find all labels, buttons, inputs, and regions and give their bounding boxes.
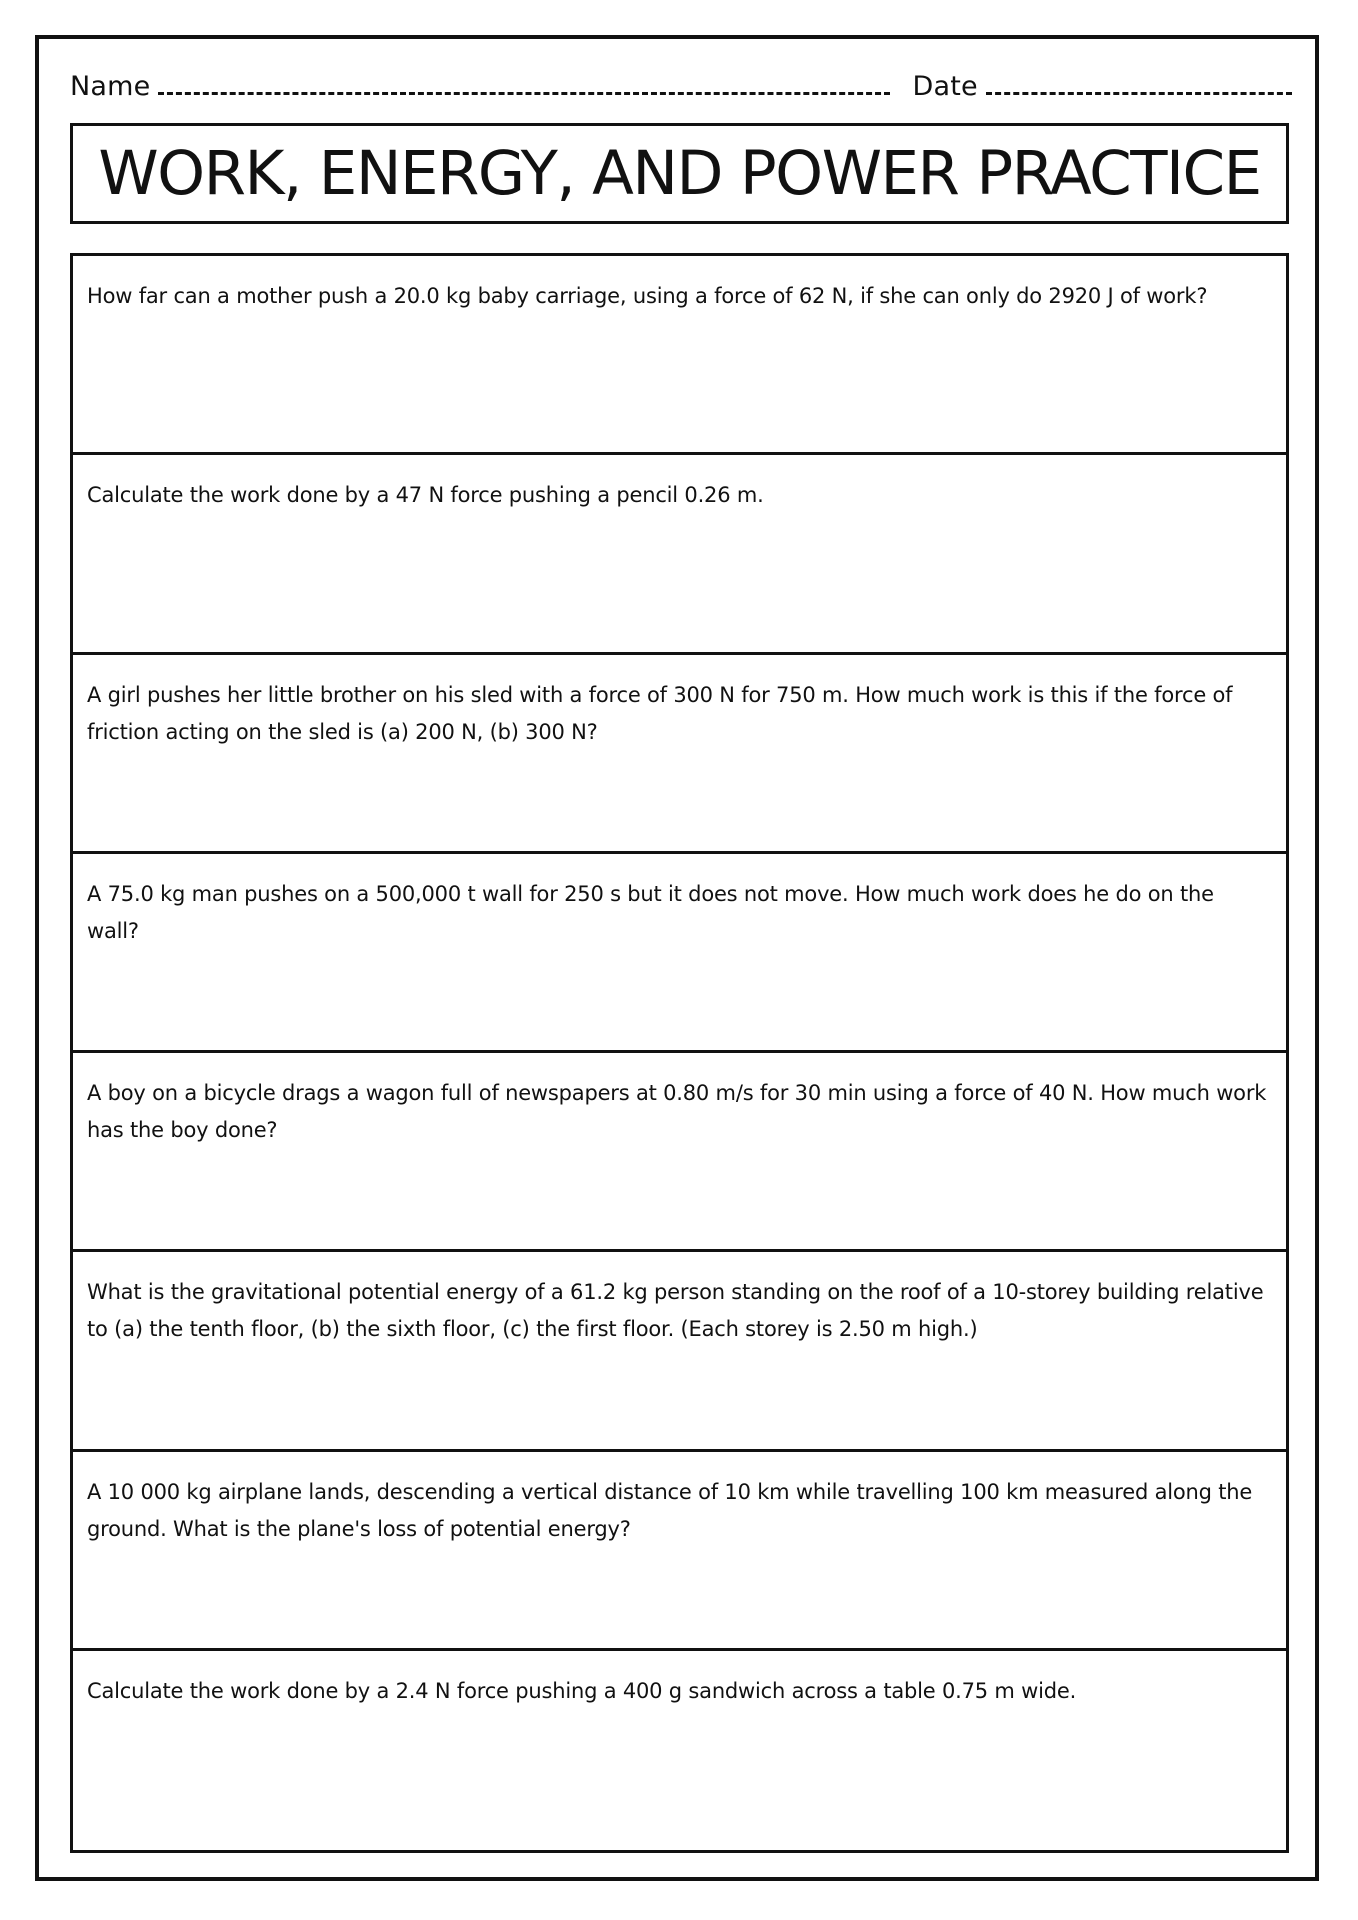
question-cell[interactable]: [73, 455, 1286, 654]
question-text: How far can a mother push a 20.0 kg baby carriage, using a force of 62 N, if she can only do 2920 J of work?: [87, 284, 1208, 308]
worksheet-title: WORK, ENERGY, AND POWER PRACTICE: [98, 138, 1261, 209]
name-date-row: [70, 68, 1292, 108]
question-cell[interactable]: [73, 1651, 1286, 1850]
question-cell[interactable]: [73, 256, 1286, 455]
questions-table: [70, 253, 1289, 1853]
question-cell[interactable]: [73, 1452, 1286, 1651]
date-blank-line[interactable]: [986, 68, 1292, 95]
name-label: Name: [70, 71, 151, 102]
question-text: What is the gravitational potential energy of a 61.2 kg person standing on the roof of a 10-storey building relative to (a) the tenth floor, (b) the sixth floor, (c) the first floor. (Each storey is 2.50 m high.): [87, 1280, 1264, 1342]
question-cell[interactable]: [73, 1053, 1286, 1252]
question-text: Calculate the work done by a 47 N force pushing a pencil 0.26 m.: [87, 483, 764, 508]
question-text: A 75.0 kg man pushes on a 500,000 t wall for 250 s but it does not move. How much work does he do on the wall?: [87, 881, 1214, 943]
title-box: [70, 123, 1289, 224]
question-text: A girl pushes her little brother on his sled with a force of 300 N for 750 m. How much work is this if the force of friction acting on the sled is (a) 200 N, (b) 300 N?: [87, 682, 1233, 744]
question-cell[interactable]: [73, 854, 1286, 1053]
date-label: Date: [912, 71, 978, 102]
question-cell[interactable]: [73, 655, 1286, 854]
question-text: Calculate the work done by a 2.4 N force pushing a 400 g sandwich across a table 0.75 m wide.: [87, 1678, 1077, 1703]
question-text: A boy on a bicycle drags a wagon full of newspapers at 0.80 m/s for 30 min using a force of 40 N. How much work has the boy done?: [87, 1081, 1267, 1142]
name-blank-line[interactable]: [158, 68, 890, 95]
question-cell[interactable]: [73, 1252, 1286, 1451]
question-text: A 10 000 kg airplane lands, descending a vertical distance of 10 km while travelling 100 km measured along the ground. What is the plane's loss of potential energy?: [87, 1479, 1253, 1541]
